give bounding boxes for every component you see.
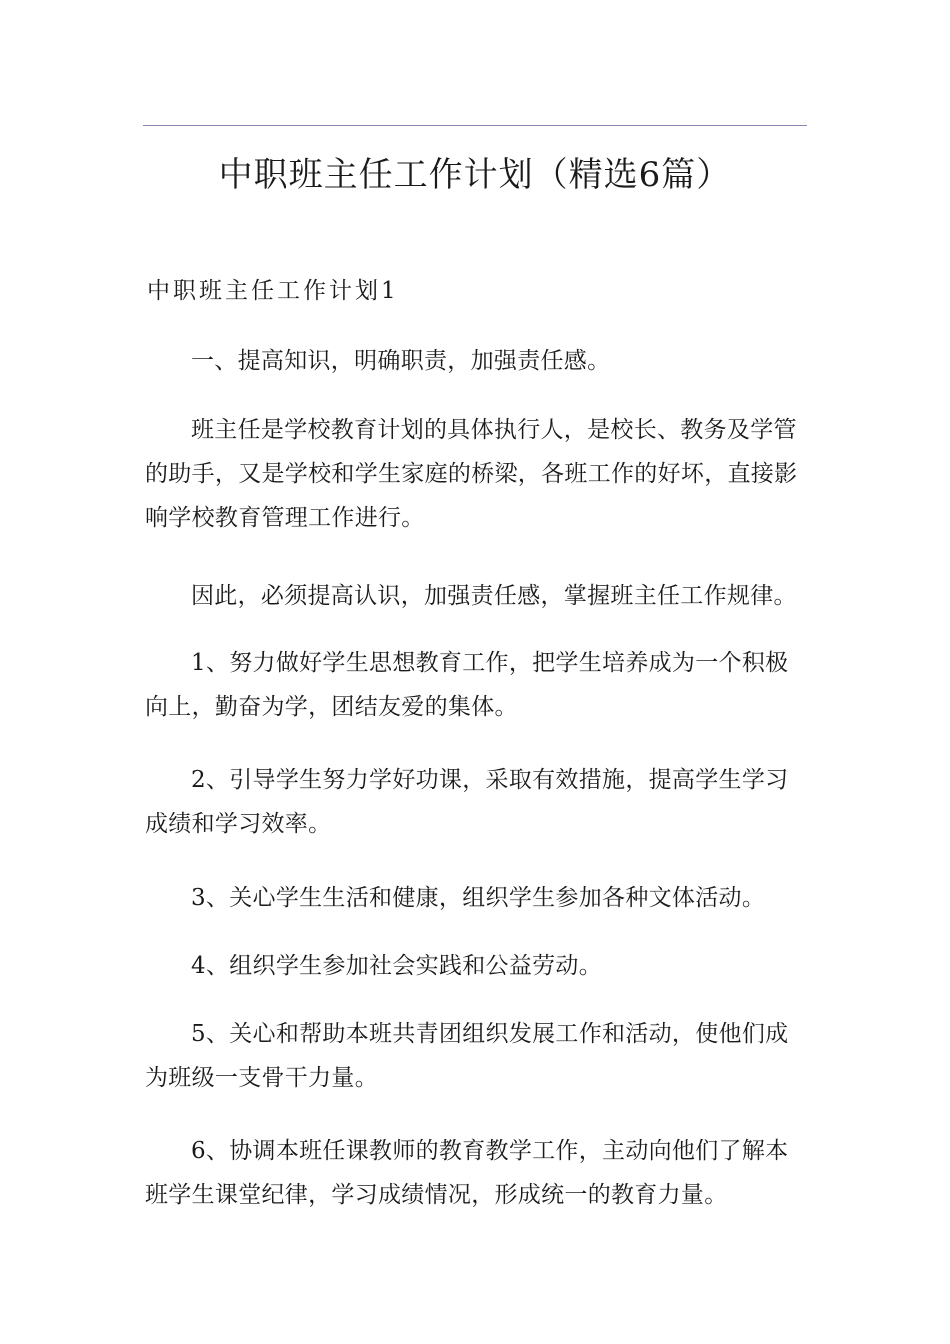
paragraph-3: 因此，必须提高认识，加强责任感，掌握班主任工作规律。 xyxy=(191,583,797,609)
paragraph-1: 一、提高知识，明确职责，加强责任感。 xyxy=(191,348,611,374)
paragraph-2: 班主任是学校教育计划的具体执行人，是校长、教务及学管的助手，又是学校和学生家庭的桥梁，各班工作的好坏，直接影响学校教育管理工作进行。 xyxy=(145,417,798,531)
paragraph-9: 6、协调本班任课教师的教育教学工作，主动向他们了解本班学生课堂纪律，学习成绩情况，形成统一的教育力量。 xyxy=(145,1138,789,1208)
paragraph-8: 5、关心和帮助本班共青团组织发展工作和活动，使他们成为班级一支骨干力量。 xyxy=(145,1021,789,1091)
paragraph-4: 1、努力做好学生思想教育工作，把学生培养成为一个积极向上，勤奋为学，团结友爱的集体。 xyxy=(145,650,789,720)
paragraph-5: 2、引导学生努力学好功课，采取有效措施，提高学生学习成绩和学习效率。 xyxy=(145,767,789,837)
paragraph-7: 4、组织学生参加社会实践和公益劳动。 xyxy=(191,953,603,979)
paragraph-6: 3、关心学生生活和健康，组织学生参加各种文体活动。 xyxy=(191,885,766,911)
top-divider-line xyxy=(143,125,807,126)
document-title: 中职班主任工作计划（精选6篇） xyxy=(218,155,732,195)
section-heading: 中职班主任工作计划1 xyxy=(147,278,399,304)
